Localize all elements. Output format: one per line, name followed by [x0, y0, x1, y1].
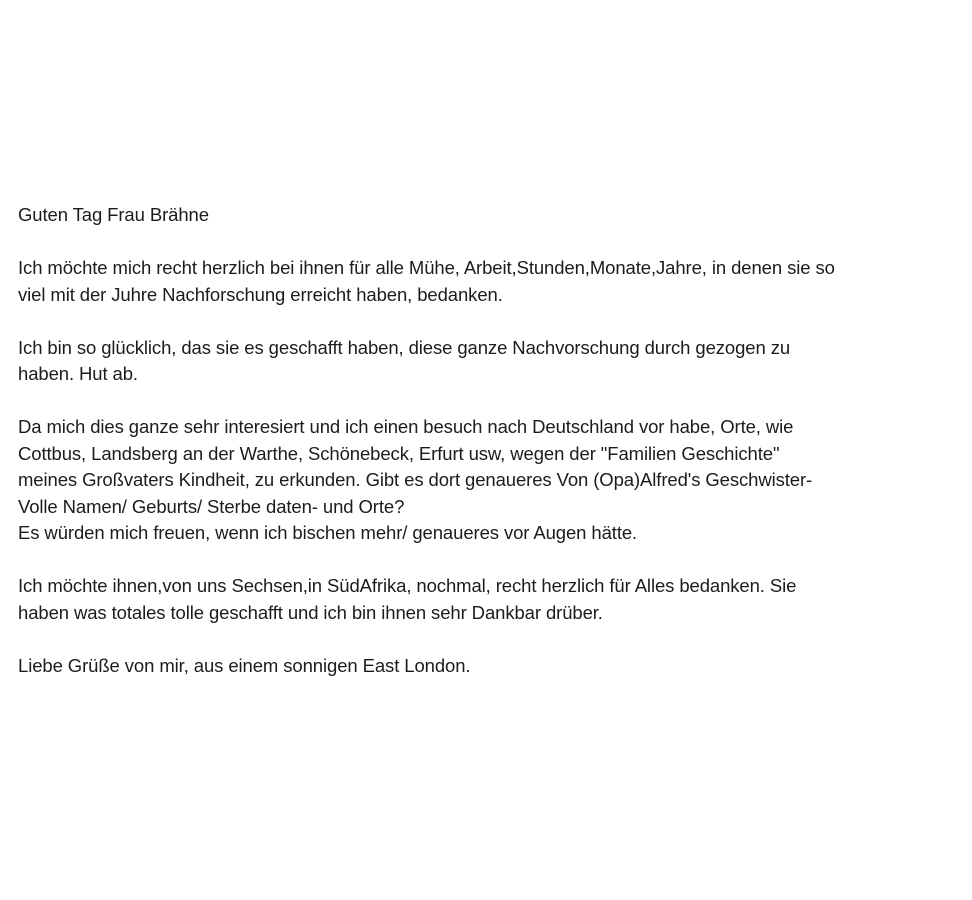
letter-body — [18, 202, 966, 706]
text-line: Ich möchte ihnen,von uns Sechsen,in SüdAfrika, nochmal, recht herzlich für Alles bedanken. Sie — [18, 575, 797, 596]
closing — [18, 653, 966, 680]
greeting — [18, 202, 966, 229]
text-line: Es würden mich freuen, wenn ich bischen mehr/ genaueres vor Augen hätte. — [18, 522, 638, 543]
paragraph-happiness — [18, 335, 966, 388]
text-line: Da mich dies ganze sehr interesiert und ich einen besuch nach Deutschland vor habe, Orte, wie — [18, 416, 794, 437]
text-line: Ich bin so glücklich, das sie es geschafft haben, diese ganze Nachvorschung durch gezogen zu — [18, 336, 791, 358]
text-line: viel mit der Juhre Nachforschung erreicht haben, bedanken. — [18, 283, 503, 305]
text-line: haben. Hut ab. — [18, 363, 138, 384]
text-line: Ich möchte mich recht herzlich bei ihnen für alle Mühe, Arbeit,Stunden,Monate,Jahre, in denen sie so — [18, 257, 835, 278]
text-line: meines Großvaters Kindheit, zu erkunden. Gibt es dort genaueres Von (Opa)Alfred's Geschwister- — [18, 469, 813, 490]
greeting-line: Guten Tag Frau Brähne — [18, 204, 209, 225]
paragraph-thanks — [18, 255, 966, 308]
closing-line: Liebe Grüße von mir, aus einem sonnigen East London. — [18, 654, 471, 676]
paragraph-visit-request — [18, 414, 966, 547]
paragraph-final-thanks — [18, 573, 966, 626]
text-line: Cottbus, Landsberg an der Warthe, Schönebeck, Erfurt usw, wegen der "Familien Geschichte" — [18, 442, 780, 464]
text-line: Volle Namen/ Geburts/ Sterbe daten- und Orte? — [18, 495, 405, 517]
text-line: haben was totales tolle geschafft und ich bin ihnen sehr Dankbar drüber. — [18, 601, 603, 623]
